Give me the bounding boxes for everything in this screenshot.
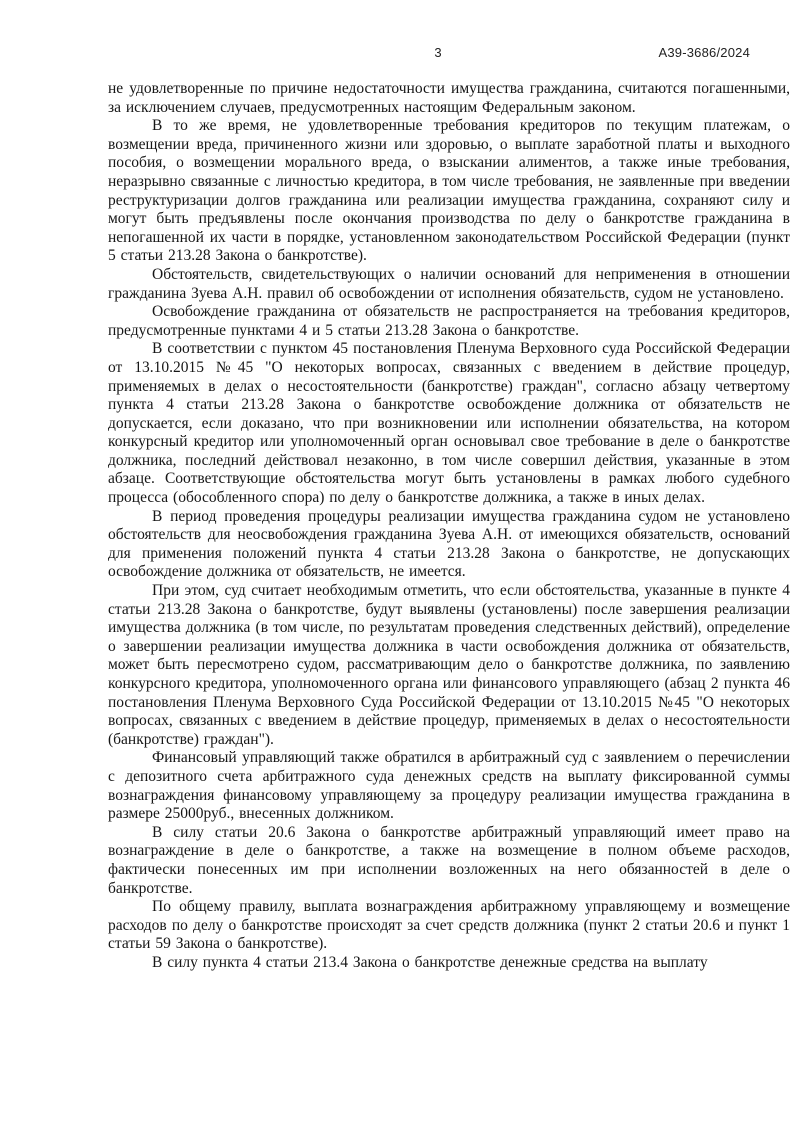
paragraph-release-limits: Освобождение гражданина от обязательств не распространяется на требования кредиторов, предусмотренные пунктами 4 и 5 статьи 213.28 Закона о банкротстве.	[108, 303, 790, 339]
paragraph-continuation: не удовлетворенные по причине недостаточности имущества гражданина, считаются погашенными, за исключением случаев, предусмотренных настоящим Федеральным законом.	[108, 80, 790, 116]
paragraph-current-payments: В то же время, не удовлетворенные требования кредиторов по текущим платежам, о возмещении вреда, причиненного жизни или здоровью, о выплате заработной платы и выходного пособия, о возмещении морального вреда, о взыскании алиментов, а также иные требования, неразрывно связанные с личностью кредитора, в том числе требования, не заявленные при введении реструктуризации долгов гражданина или реализации имущества гражданина, сохраняют силу и могут быть предъявлены после окончания производства по делу о банкротстве гражданина в непогашенной их части в порядке, установленном законодательством Российской Федерации (пункт 5 статьи 213.28 Закона о банкротстве).	[108, 117, 790, 265]
paragraph-article-213-4: В силу пункта 4 статьи 213.4 Закона о банкротстве денежные средства на выплату	[152, 953, 708, 971]
paragraph-court-note: При этом, суд считает необходимым отметить, что если обстоятельства, указанные в пункте 4 статьи 213.28 Закона о банкротстве, будут выявлены (установлены) после завершения реализации имущества должника (в том числе, по результатам проведения следственных действий), определение о завершении реализации имущества должника в части освобождения должника от обязательств, может быть пересмотрено судом, рассматривающим дело о банкротстве должника, по заявлению конкурсного кредитора, уполномоченного органа или финансового управляющего (абзац 2 пункта 46 постановления Пленума Верховного Суда Российской Федерации от 13.10.2015 №45 "О некоторых вопросах, связанных с введением в действие процедур, применяемых в делах о несостоятельности (банкротстве) граждан").	[108, 582, 790, 748]
paragraph-financial-manager: Финансовый управляющий также обратился в арбитражный суд с заявлением о перечислении с депозитного счета арбитражного суда денежных средств на выплату фиксированной суммы вознаграждения финансовому управляющему за процедуру реализации имущества гражданина в размере 25000руб., внесенных должником.	[108, 749, 790, 823]
paragraph-plenum-45: В соответствии с пунктом 45 постановления Пленума Верховного суда Российской Федерации от 13.10.2015 №45 "О некоторых вопросах, связанных с введением в действие процедур, применяемых в делах о несостоятельности (банкротстве) граждан", согласно абзацу четвертому пункта 4 статьи 213.28 Закона о банкротстве освобождение должника от обязательств не допускается, если доказано, что при возникновении или исполнении обязательства, на котором конкурсный кредитор или уполномоченный орган основывал свое требование в деле о банкротстве должника, последний действовал незаконно, в том числе совершил действия, указанные в этом абзаце. Соответствующие обстоятельства могут быть установлены в рамках любого судебного процесса (обособленного спора) по делу о банкротстве должника, а также в иных делах.	[108, 340, 790, 507]
document-body	[108, 80, 790, 973]
page-number: 3	[434, 45, 442, 60]
paragraph-no-grounds: В период проведения процедуры реализации имущества гражданина судом не установлено обстоятельств для неосвобождения гражданина Зуева А.Н. от имеющихся обязательств, оснований для применения положений пункта 4 статьи 213.28 Закона о банкротстве, не допускающих освобождение должника от обязательств, не имеется.	[108, 507, 790, 581]
case-number: А39-3686/2024	[658, 45, 750, 60]
paragraph-no-circumstances: Обстоятельств, свидетельствующих о наличии оснований для неприменения в отношении гражданина Зуева А.Н. правил об освобождении от исполнения обязательств, судом не установлено.	[108, 265, 790, 302]
page-header	[108, 46, 790, 62]
paragraph-general-rule: По общему правилу, выплата вознаграждения арбитражному управляющему и возмещение расходов по делу о банкротстве происходят за счет средств должника (пункт 2 статьи 20.6 и пункт 1 статьи 59 Закона о банкротстве).	[108, 898, 790, 953]
paragraph-article-20-6: В силу статьи 20.6 Закона о банкротстве арбитражный управляющий имеет право на вознаграждение в деле о банкротстве, а также на возмещение в полном объеме расходов, фактически понесенных им при исполнении возложенных на него обязанностей в деле о банкротстве.	[108, 823, 790, 897]
